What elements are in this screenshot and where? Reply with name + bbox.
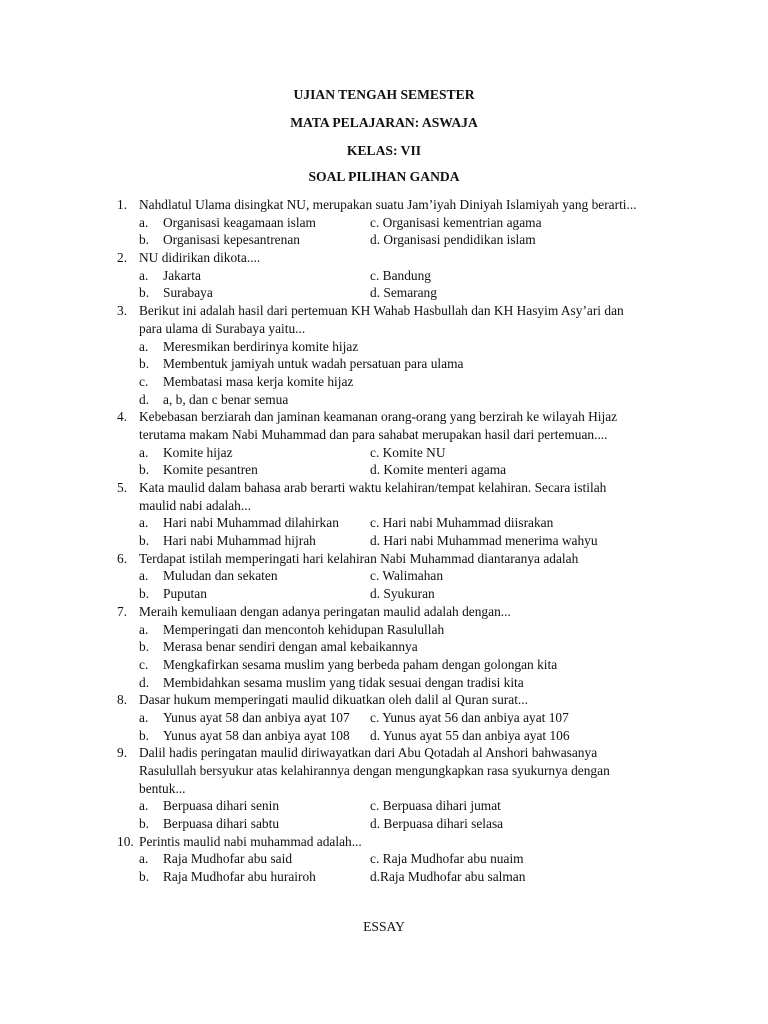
question-text: Berikut ini adalah hasil dari pertemuan KH Wahab Hasbullah dan KH Hasyim Asy’ari dan (139, 303, 624, 319)
option-text: Membidahkan sesama muslim yang tidak sesuai dengan tradisi kita (163, 674, 524, 690)
question-number: 4. (117, 409, 128, 425)
option-row (0, 532, 768, 550)
question-number: 7. (117, 603, 128, 619)
option-text: Organisasi kepesantrenan (163, 232, 300, 248)
option-row (0, 267, 768, 285)
option-row (0, 674, 768, 692)
option-text: Memperingati dan mencontoh kehidupan Rasulullah (163, 621, 445, 637)
option-letter: d. (139, 391, 150, 407)
option-text: a, b, dan c benar semua (163, 391, 289, 407)
option-row (0, 284, 768, 302)
option-row (0, 797, 768, 815)
question-list (0, 196, 768, 886)
question-item (0, 603, 768, 691)
option-text: Mengkafirkan sesama muslim yang berbeda paham dengan golongan kita (163, 656, 558, 672)
option-letter: b. (139, 533, 150, 549)
option-text: d. Syukuran (370, 586, 435, 602)
option-text: c. Yunus ayat 56 dan anbiya ayat 107 (370, 709, 569, 725)
essay-heading: ESSAY (363, 919, 405, 934)
question-number: 8. (117, 692, 128, 708)
exam-title: UJIAN TENGAH SEMESTER (293, 87, 475, 102)
question-item (0, 302, 768, 408)
question-text: NU didirikan dikota.... (139, 250, 261, 266)
option-letter: b. (139, 869, 150, 885)
option-letter: b. (139, 356, 150, 372)
question-number: 2. (117, 250, 128, 266)
option-text: Hari nabi Muhammad hijrah (163, 533, 316, 549)
option-letter: d. (139, 674, 150, 690)
option-row (0, 514, 768, 532)
option-letter: b. (139, 232, 150, 248)
question-number: 9. (117, 745, 128, 761)
option-text: Berpuasa dihari sabtu (163, 816, 280, 832)
option-letter: a. (139, 851, 149, 867)
option-letter: a. (139, 444, 149, 460)
option-row (0, 214, 768, 232)
option-row (0, 373, 768, 391)
option-letter: a. (139, 568, 149, 584)
option-text: Muludan dan sekaten (163, 568, 278, 584)
option-row (0, 567, 768, 585)
question-item (0, 479, 768, 550)
option-text: Komite hijaz (163, 444, 233, 460)
option-text: d. Hari nabi Muhammad menerima wahyu (370, 533, 598, 549)
option-row (0, 585, 768, 603)
option-letter: c. (139, 656, 149, 672)
option-row (0, 621, 768, 639)
question-item (0, 196, 768, 249)
question-number: 5. (117, 480, 128, 495)
option-row (0, 850, 768, 868)
question-text: terutama makam Nabi Muhammad dan para sahabat merupakan hasil dari pertemuan.... (139, 426, 608, 442)
question-text: bentuk... (139, 780, 186, 796)
question-text: Kebebasan berziarah dan jaminan keamanan orang-orang yang berzirah ke wilayah Hijaz (139, 409, 618, 425)
option-row (0, 338, 768, 356)
option-text: Organisasi keagamaan islam (163, 214, 316, 230)
option-letter: b. (139, 727, 150, 743)
question-text: maulid nabi adalah... (139, 497, 251, 513)
option-row (0, 868, 768, 886)
option-letter: a. (139, 709, 149, 725)
option-text: c. Walimahan (370, 568, 444, 584)
question-text: para ulama di Surabaya yaitu... (139, 320, 306, 336)
option-text: Hari nabi Muhammad dilahirkan (163, 515, 339, 531)
question-text: Meraih kemuliaan dengan adanya peringatan maulid adalah dengan... (139, 603, 511, 619)
option-text: d.Raja Mudhofar abu salman (370, 869, 526, 885)
option-letter: c. (139, 373, 149, 389)
option-text: d. Semarang (370, 285, 437, 301)
option-text: d. Berpuasa dihari selasa (370, 816, 504, 832)
option-letter: a. (139, 515, 149, 531)
option-text: Yunus ayat 58 dan anbiya ayat 108 (163, 727, 350, 743)
option-letter: a. (139, 214, 149, 230)
question-item (0, 550, 768, 603)
option-text: Membatasi masa kerja komite hijaz (163, 373, 354, 389)
option-text: Raja Mudhofar abu hurairoh (163, 869, 316, 885)
option-text: Meresmikan berdirinya komite hijaz (163, 338, 359, 354)
question-text: Kata maulid dalam bahasa arab berarti waktu kelahiran/tempat kelahiran. Secara istilah (139, 480, 607, 495)
option-text: Jakarta (163, 267, 201, 283)
option-text: Yunus ayat 58 dan anbiya ayat 107 (163, 709, 350, 725)
option-text: Merasa benar sendiri dengan amal kebaikannya (163, 639, 418, 655)
class-heading: KELAS: VII (346, 143, 422, 158)
option-letter: a. (139, 267, 149, 283)
option-row (0, 231, 768, 249)
question-number: 6. (117, 550, 128, 566)
question-text: Dalil hadis peringatan maulid diriwayatkan dari Abu Qotadah al Anshori bahwasanya (139, 745, 598, 761)
option-row (0, 444, 768, 462)
option-row (0, 391, 768, 409)
option-text: c. Hari nabi Muhammad diisrakan (370, 515, 554, 531)
question-item (0, 744, 768, 832)
question-number: 10. (117, 833, 134, 849)
question-text: Rasulullah bersyukur atas kelahirannya dengan mengungkapkan rasa syukurnya dengan (139, 763, 610, 778)
section-heading: SOAL PILIHAN GANDA (308, 169, 460, 184)
option-letter: b. (139, 285, 150, 301)
option-text: c. Komite NU (370, 444, 446, 460)
option-letter: b. (139, 816, 150, 832)
question-item (0, 408, 768, 479)
question-item (0, 249, 768, 302)
option-text: Komite pesantren (163, 462, 258, 478)
subject-heading: MATA PELAJARAN: ASWAJA (290, 115, 478, 130)
question-item (0, 691, 768, 744)
question-number: 3. (117, 303, 128, 319)
option-letter: a. (139, 621, 149, 637)
option-text: Berpuasa dihari senin (163, 798, 280, 814)
option-text: c. Bandung (370, 267, 431, 283)
option-text: Raja Mudhofar abu said (163, 851, 293, 867)
option-row (0, 355, 768, 373)
option-letter: b. (139, 639, 150, 655)
question-text: Perintis maulid nabi muhammad adalah... (139, 833, 362, 849)
option-text: Puputan (163, 586, 207, 602)
question-item (0, 833, 768, 886)
question-text: Nahdlatul Ulama disingkat NU, merupakan suatu Jam’iyah Diniyah Islamiyah yang berarti... (139, 197, 637, 212)
option-row (0, 709, 768, 727)
option-row (0, 461, 768, 479)
option-row (0, 727, 768, 745)
option-row (0, 815, 768, 833)
option-letter: b. (139, 586, 150, 602)
option-text: d. Organisasi pendidikan islam (370, 232, 536, 248)
option-text: d. Yunus ayat 55 dan anbiya ayat 106 (370, 727, 570, 743)
question-text: Terdapat istilah memperingati hari kelahiran Nabi Muhammad diantaranya adalah (139, 550, 579, 566)
option-row (0, 638, 768, 656)
option-text: Surabaya (163, 285, 213, 301)
option-letter: a. (139, 338, 149, 354)
question-number: 1. (117, 197, 128, 212)
question-text: Dasar hukum memperingati maulid dikuatkan oleh dalil al Quran surat... (139, 692, 528, 708)
option-text: d. Komite menteri agama (370, 462, 507, 478)
option-text: c. Organisasi kementrian agama (370, 214, 542, 230)
option-text: c. Berpuasa dihari jumat (370, 798, 501, 814)
option-text: Membentuk jamiyah untuk wadah persatuan para ulama (163, 356, 464, 372)
option-letter: a. (139, 798, 149, 814)
option-row (0, 656, 768, 674)
option-text: c. Raja Mudhofar abu nuaim (370, 851, 524, 867)
option-letter: b. (139, 462, 150, 478)
